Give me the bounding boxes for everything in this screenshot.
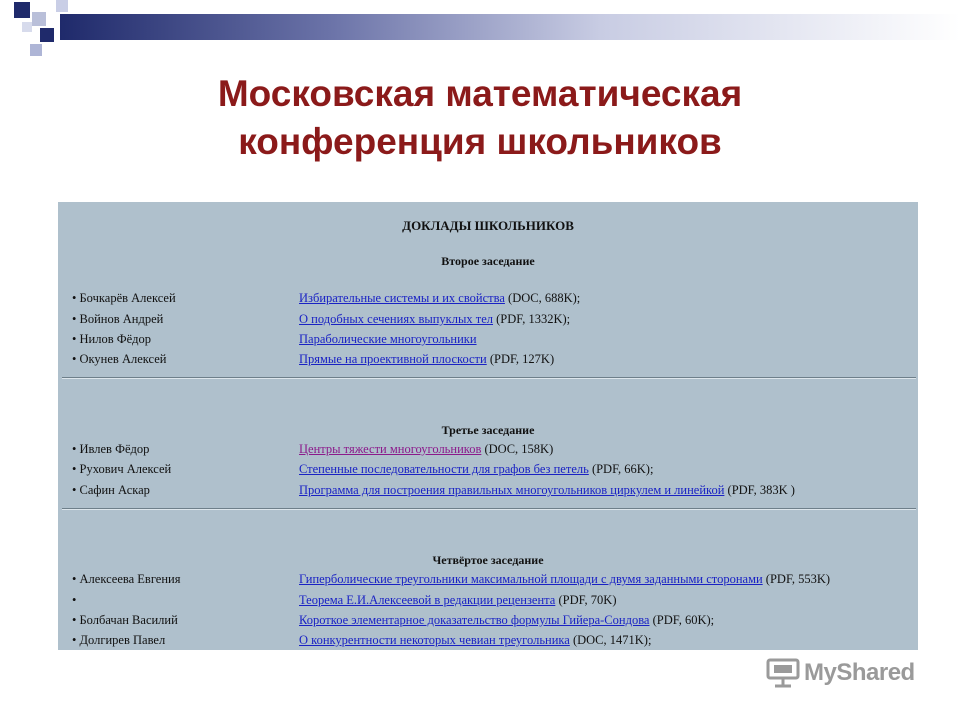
report-row <box>72 332 912 350</box>
panel-heading: ДОКЛАДЫ ШКОЛЬНИКОВ <box>402 218 574 233</box>
presentation-icon <box>766 658 800 688</box>
report-link[interactable]: Параболические многоугольники <box>299 332 477 346</box>
report-ref <box>299 332 477 347</box>
report-row <box>72 593 912 611</box>
author-name: • Сафин Аскар <box>72 483 150 497</box>
decor-square <box>32 12 46 26</box>
report-meta: (PDF, 70K) <box>555 593 617 607</box>
report-row <box>72 462 912 480</box>
report-meta: (DOC, 158K) <box>481 442 554 456</box>
report-row <box>72 572 912 590</box>
report-meta: (PDF, 1332K); <box>493 312 571 326</box>
author-name: • Окунев Алексей <box>72 352 167 366</box>
decor-square <box>22 22 32 32</box>
report-link[interactable]: Программа для построения правильных многоугольников циркулем и линейкой <box>299 483 725 497</box>
decor-square <box>40 28 54 42</box>
report-row <box>72 312 912 330</box>
report-row <box>72 442 912 460</box>
author-name: • Рухович Алексей <box>72 462 172 476</box>
report-meta: (PDF, 383K ) <box>724 483 795 497</box>
author-name: • Алексеева Евгения <box>72 572 181 586</box>
session-title: Четвёртое заседание <box>432 553 544 567</box>
report-link[interactable]: Короткое элементарное доказательство формулы Гийера-Сондова <box>299 613 650 627</box>
report-ref <box>299 633 651 648</box>
session-title: Второе заседание <box>441 254 535 268</box>
report-ref <box>299 593 617 608</box>
report-meta: (DOC, 688K); <box>504 291 581 305</box>
report-ref <box>299 312 570 327</box>
report-meta: (PDF, 127K) <box>486 352 555 366</box>
report-link[interactable]: Избирательные системы и их свойства <box>299 291 505 305</box>
author-name: • Болбачан Василий <box>72 613 178 627</box>
report-link[interactable]: Прямые на проективной плоскости <box>299 352 487 366</box>
report-meta: (DOC, 1471K); <box>569 633 652 647</box>
slide-title <box>0 70 960 166</box>
reports-panel <box>58 202 918 650</box>
report-link[interactable]: Центры тяжести многоугольников <box>299 442 482 456</box>
report-row <box>72 613 912 631</box>
report-link[interactable]: О конкурентности некоторых чевиан треугольника <box>299 633 570 647</box>
report-ref <box>299 352 554 367</box>
report-row <box>72 291 912 309</box>
slide-title-line1: Московская математическая <box>217 73 743 114</box>
report-ref <box>299 572 830 587</box>
report-row <box>72 483 912 501</box>
author-name: • Долгирев Павел <box>72 633 166 647</box>
report-ref <box>299 291 580 306</box>
report-meta: (PDF, 66K); <box>588 462 654 476</box>
report-row <box>72 352 912 370</box>
report-link[interactable]: О подобных сечениях выпуклых тел <box>299 312 494 326</box>
slide-title-line2: конференция школьников <box>238 121 722 162</box>
author-name: • Бочкарёв Алексей <box>72 291 176 305</box>
watermark-text: MyShared <box>804 659 915 686</box>
watermark <box>766 656 915 690</box>
report-ref <box>299 462 653 477</box>
report-link[interactable]: Степенные последовательности для графов без петель <box>299 462 589 476</box>
author-name: • Ивлев Фёдор <box>72 442 150 456</box>
decor-square <box>14 2 30 18</box>
author-name: • Войнов Андрей <box>72 312 164 326</box>
decor-square <box>56 0 68 12</box>
report-ref <box>299 613 714 628</box>
section-divider <box>62 377 916 379</box>
report-row <box>72 633 912 651</box>
header-gradient-bar <box>60 14 960 40</box>
decor-square <box>30 44 42 56</box>
session-title: Третье заседание <box>441 423 535 437</box>
report-meta: (PDF, 553K) <box>762 572 831 586</box>
report-meta: (PDF, 60K); <box>649 613 715 627</box>
author-name: • <box>72 593 77 607</box>
report-link[interactable]: Теорема Е.И.Алексеевой в редакции рецензента <box>299 593 556 607</box>
report-ref <box>299 442 553 457</box>
report-ref <box>299 483 795 498</box>
author-name: • Нилов Фёдор <box>72 332 152 346</box>
report-link[interactable]: Гиперболические треугольники максимальной площади с двумя заданными сторонами <box>299 572 763 586</box>
section-divider <box>62 508 916 510</box>
